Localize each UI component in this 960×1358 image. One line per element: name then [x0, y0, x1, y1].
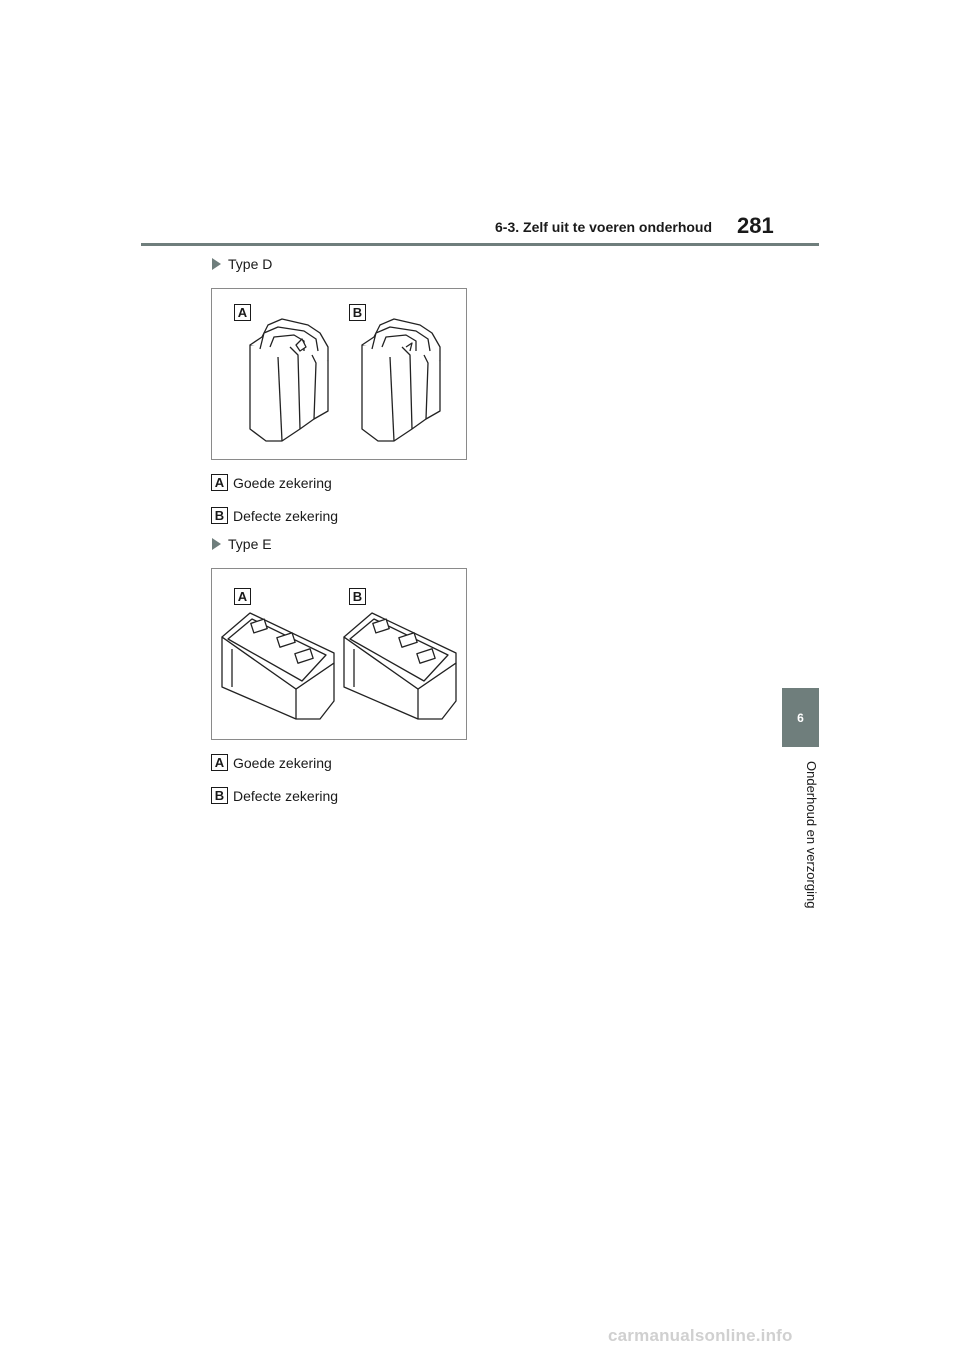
legend-text: Defecte zekering: [233, 787, 339, 804]
header-divider: [141, 243, 819, 246]
legend-letter-a: A: [211, 474, 228, 491]
legend-item: [211, 787, 338, 804]
legend-text: Goede zekering: [233, 474, 332, 491]
legend-item: [211, 507, 338, 524]
section-title: 6-3. Zelf uit te voeren onderhoud: [495, 219, 713, 235]
fuse-b-drawing: [362, 319, 440, 441]
type-e-heading: [212, 536, 272, 552]
figure-label-a: A: [234, 304, 251, 321]
fuse-a-drawing: [250, 319, 328, 441]
type-d-figure: [211, 288, 467, 460]
bullet-triangle-icon: [212, 538, 221, 550]
page-number: 281: [737, 213, 774, 238]
type-e-heading-text: Type E: [228, 536, 272, 552]
watermark: carmanualsonline.info: [608, 1326, 793, 1345]
legend-item: [211, 754, 332, 771]
legend-letter-b: B: [211, 507, 228, 524]
bullet-triangle-icon: [212, 258, 221, 270]
figure-label-b: B: [349, 588, 366, 605]
chapter-title: Onderhoud en verzorging: [804, 761, 819, 909]
figure-label-b: B: [349, 304, 366, 321]
legend-letter-a: A: [211, 754, 228, 771]
legend-letter-b: B: [211, 787, 228, 804]
legend-text: Defecte zekering: [233, 507, 339, 524]
legend-item: [211, 474, 332, 491]
type-e-figure: [211, 568, 467, 740]
legend-text: Goede zekering: [233, 754, 332, 771]
type-d-heading-text: Type D: [228, 256, 273, 272]
type-d-heading: [212, 256, 272, 272]
figure-label-a: A: [234, 588, 251, 605]
fuse-a-drawing: [222, 613, 334, 719]
chapter-tab: [782, 688, 819, 747]
fuse-b-drawing: [344, 613, 456, 719]
chapter-number: 6: [797, 710, 804, 725]
